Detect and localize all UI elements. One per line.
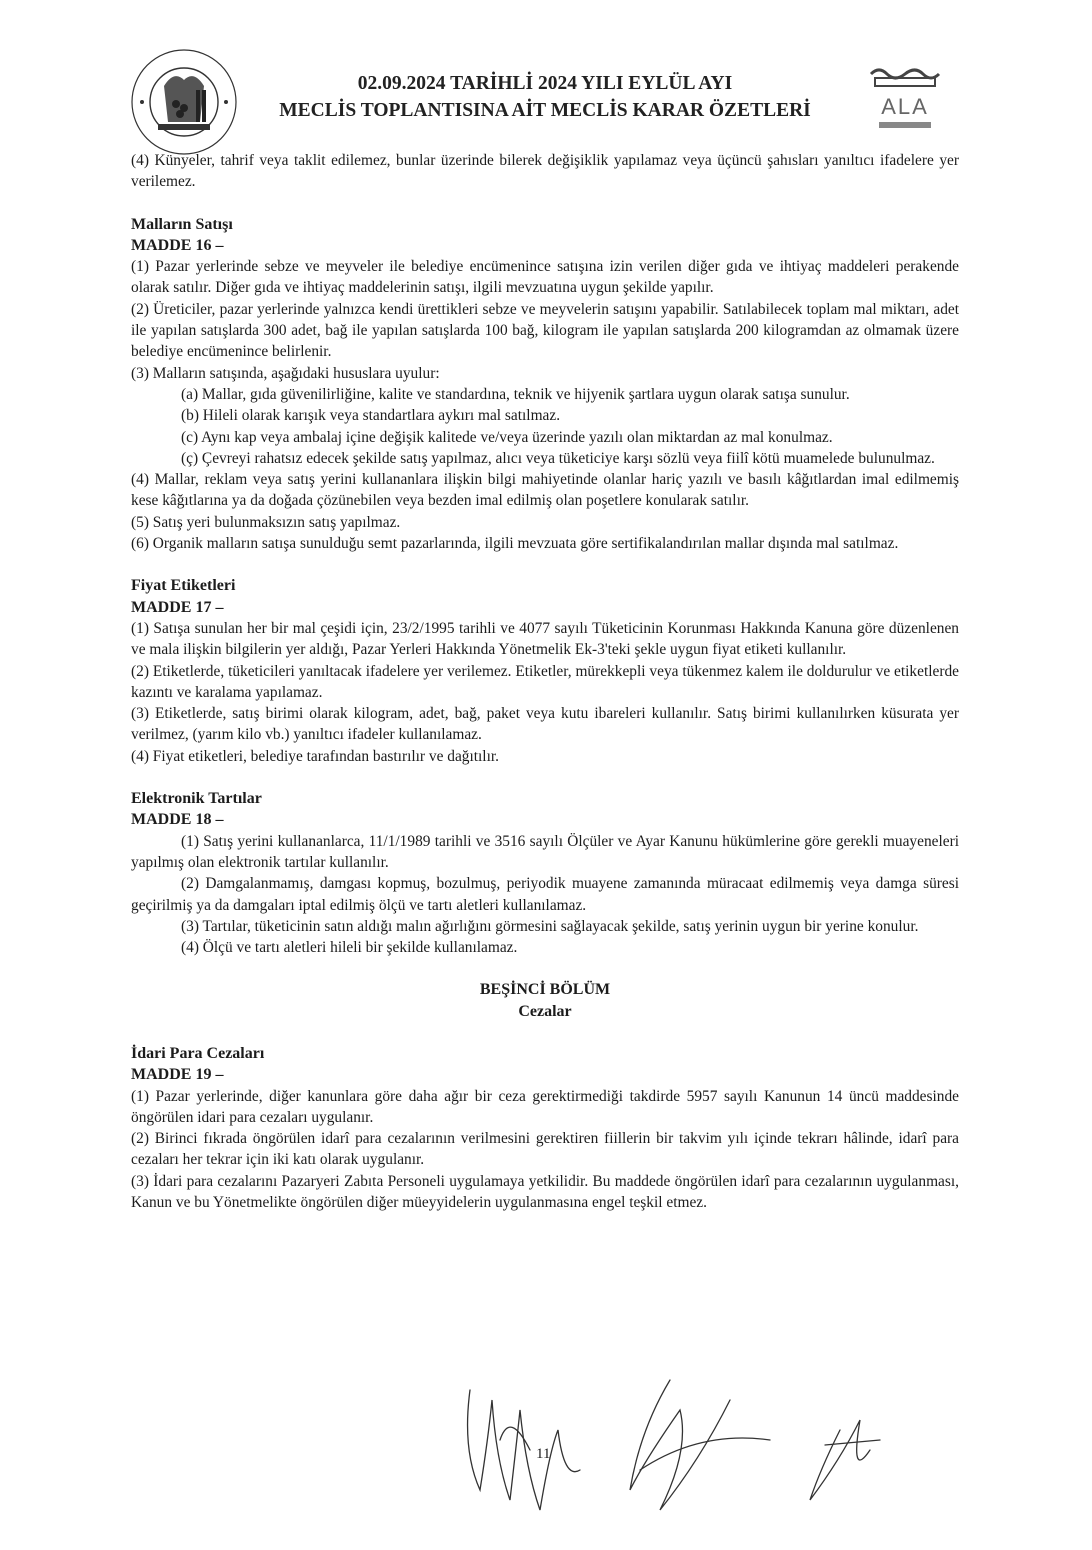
- paragraph: (2) Etiketlerde, tüketicileri yanıltacak ifadelere yer verilemez. Etiketler, mürekkepli veya tükenmez kalem ile doldurulur ve etiketlerde kazıntı ve karalama yapılamaz.: [131, 662, 959, 701]
- municipality-seal-logo: [128, 46, 240, 158]
- paragraph: (1) Pazar yerlerinde sebze ve meyveler ile belediye encümenince satışına izin verilen diğer gıda ve ihtiyaç maddeleri perakende olarak satılır. Diğer gıda ve ihtiyaç maddelerinin satışı, ilgili mevzuatına uygun şekilde yapılır.: [131, 258, 959, 297]
- paragraph: (3) Malların satışında, aşağıdaki hususlara uyulur:: [131, 364, 440, 382]
- paragraph: (1) Satışa sunulan her bir mal çeşidi için, 23/2/1995 tarihli ve 4077 sayılı Tüketicinin Korunması Hakkında Kanuna göre düzenlenen ve mala ilişkin bilgilerin yer aldığı, Pazar Yerleri Hakkında Yönetmelik Ek-3'teki şekle uygun fiyat etiketi kullanılır.: [131, 619, 959, 659]
- header-title-line2: MECLİS TOPLANTISINA AİT MECLİS KARAR ÖZETLERİ: [279, 100, 811, 121]
- paragraph: (1) Pazar yerlerinde, diğer kanunlara göre daha ağır bir ceza gerektirmediği takdirde 5957 sayılı Kanunun 14 üncü maddesinde öngörülen idari para cezaları uygulanır.: [131, 1087, 959, 1126]
- list-item: (ç) Çevreyi rahatsız edecek şekilde satış yapılmaz, alıcı veya tüketiciye karşı sözlü veya fiilî kötü muamelede bulunulmaz.: [181, 449, 935, 467]
- paragraph: (4) Ölçü ve tartı aletleri hileli bir şekilde kullanılamaz.: [181, 939, 518, 957]
- part-subtitle: Cezalar: [518, 1002, 572, 1020]
- document-header-title: [240, 70, 850, 124]
- svg-text:ALA: ALA: [881, 94, 929, 119]
- paragraph: (3) Tartılar, tüketicinin satın aldığı malın ağırlığını görmesini sağlayacak şekilde, satış yerinin uygun bir yerine konulur.: [181, 917, 919, 935]
- ala-brand-logo: [865, 64, 945, 134]
- paragraph: (2) Birinci fıkrada öngörülen idarî para cezalarının verilmesini gerektiren fiillerin bir takvim yılı içinde tekrarı hâlinde, idarî para cezaları her tekrar için iki katı olarak uygulanır.: [131, 1130, 959, 1169]
- paragraph: (3) Etiketlerde, satış birimi olarak kilogram, adet, bağ, paket veya kutu ibareleri kullanılır. Satış birimi kullanılırken küsurata yer verilmez, (yarım kilo vb.) yanıltıcı ifadeler kullanılamaz.: [131, 705, 959, 744]
- section-heading: Fiyat Etiketleri: [131, 577, 236, 595]
- list-item: (b) Hileli olarak karışık veya standartlara aykırı mal satılmaz.: [181, 407, 561, 425]
- part-title: BEŞİNCİ BÖLÜM: [479, 981, 611, 999]
- section-heading: Malların Satışı: [131, 215, 233, 233]
- section-heading: İdari Para Cezaları: [131, 1044, 265, 1062]
- paragraph: (3) İdari para cezalarını Pazaryeri Zabıta Personeli uygulamaya yetkilidir. Bu maddede öngörülen idarî para cezalarının uygulanması, Kanun ve bu Yönetmelikte öngörülen diğer müeyyidelerin uygulanmasına engel teşkil etmez.: [131, 1172, 959, 1212]
- paragraph: (4) Mallar, reklam veya satış yerini kullananlara ilişkin bilgi mahiyetinde olanlar hariç yazılı ve basılı kâğıtlardan imal edilmemiş kese kâğıtlarına ya da doğada çözünebilen veya bezden imal edilmiş olan poşetlere konularak satılır.: [131, 471, 959, 510]
- article-number: MADDE 19 –: [131, 1066, 224, 1084]
- article-number: MADDE 16 –: [131, 236, 224, 254]
- list-item: (c) Aynı kap veya ambalaj içine değişik kalitede ve/veya üzerinde yazılı olan miktardan az mal konulmaz.: [181, 428, 833, 446]
- paragraph: (2) Damgalanmamış, damgası kopmuş, bozulmuş, periyodik muayene zamanında müracaat edilmemiş veya damga süresi geçirilmiş ya da damgaları iptal edilmiş ölçü ve tartı aletleri kullanılamaz.: [131, 875, 959, 914]
- document-body: [131, 150, 959, 1213]
- article-number: MADDE 18 –: [131, 811, 224, 829]
- handwritten-signatures: [440, 1370, 900, 1530]
- header-title-line1: 02.09.2024 TARİHLİ 2024 YILI EYLÜL AYI: [357, 73, 733, 94]
- paragraph: (2) Üreticiler, pazar yerlerinde yalnızca kendi ürettikleri sebze ve meyvelerin satışını yapabilir. Satılabilecek toplam mal miktarı, adet ile yapılan satışlarda 300 adet, bağ ile yapılan satışlarda 100 bağ, kilogram ile yapılan satışlarda 200 kilogramdan az olmamak üzere belediye encümenince belirlenir.: [131, 300, 959, 361]
- paragraph: (1) Satış yerini kullananlarca, 11/1/1989 tarihli ve 3516 sayılı Ölçüler ve Ayar Kanunu hükümlerine göre gerekli muayeneleri yapılmış olan elektronik tartılar kullanılır.: [131, 832, 959, 871]
- list-item: (a) Mallar, gıda güvenilirliğine, kalite ve standardına, teknik ve hijyenik şartlara uygun olarak satışa sunulur.: [181, 385, 850, 403]
- paragraph: (6) Organik malların satışa sunulduğu semt pazarlarında, ilgili mevzuata göre sertifikalandırılan mallar dışında mal satılmaz.: [131, 535, 899, 553]
- paragraph: (5) Satış yeri bulunmaksızın satış yapılmaz.: [131, 513, 401, 531]
- page-number: 11: [536, 1446, 551, 1462]
- paragraph: (4) Fiyat etiketleri, belediye tarafından bastırılır ve dağıtılır.: [131, 747, 499, 765]
- section-heading: Elektronik Tartılar: [131, 790, 262, 808]
- paragraph: (4) Künyeler, tahrif veya taklit edilemez, bunlar üzerinde bilerek değişiklik yapılamaz veya üçüncü şahısları yanıltıcı ifadelere yer verilemez.: [131, 152, 959, 191]
- article-number: MADDE 17 –: [131, 598, 224, 616]
